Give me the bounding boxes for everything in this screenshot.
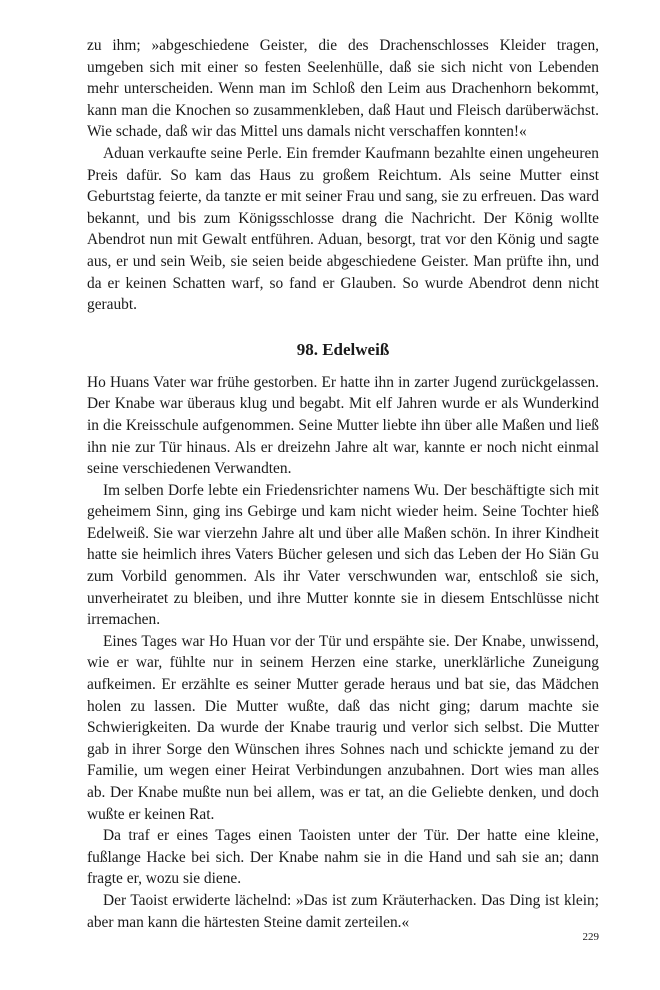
page-number: 229	[582, 931, 599, 943]
paragraph: Der Taoist erwiderte lächelnd: »Das ist zum Kräuterhacken. Das Ding ist klein; aber man kann die härtesten Steine damit zerteilen.«	[87, 891, 599, 931]
paragraph: Eines Tages war Ho Huan vor der Tür und erspähte sie. Der Knabe, unwissend, wie er war, fühlte nur in seinem Herzen eine starke, unerklärliche Zuneigung aufkeimen. Er erzählte es seiner Mutter gerade heraus und bat sie, das Mädchen holen zu lassen. Die Mutter wußte, daß das nicht ging; darum machte sie Schwierigkeiten. Da wurde der Knabe traurig und verlor sich selbst. Die Mutter gab in ihrer Sorge den Wünschen ihres Sohnes nach und schickte jemand zu der Familie, um wegen einer Heirat Verbindungen anzubahnen. Dort wies man alles ab. Der Knabe mußte nun bei allem, was er tat, an die Geliebte denken, und doch wußte er keinen Rat.	[87, 632, 599, 823]
paragraph: Ho Huans Vater war frühe gestorben. Er hatte ihn in zarter Jugend zurückgelassen. Der Knabe war überaus klug und begabt. Mit elf Jahren wurde er als Wunderkind in die Kreisschule aufgenommen. Seine Mutter liebte ihn über alle Maßen und ließ ihn nie zur Tür hinaus. Als er dreizehn Jahre alt war, kannte er noch nicht einmal seine verschiedenen Verwandten.	[87, 373, 599, 478]
paragraph: zu ihm; »abgeschiedene Geister, die des Drachenschlosses Kleider tragen, umgeben sich mit einer so festen Seelenhülle, daß sie sich nicht von Lebenden mehr unterscheiden. Wenn man im Schloß den Leim aus Drachenhorn bekommt, kann man die Knochen so zusammenkleben, daß Haut und Fleisch darüberwächst. Wie schade, daß wir das Mittel uns damals nicht verschaffen konnten!«	[87, 37, 599, 141]
paragraph: Im selben Dorfe lebte ein Friedensrichter namens Wu. Der beschäftigte sich mit geheimem Sinn, ging ins Gebirge und kam nicht wieder heim. Seine Tochter hieß Edelweiß. Sie war vierzehn Jahre alt und über alle Maßen schön. In ihrer Kindheit hatte sie heimlich ihres Vaters Bücher gelesen und sich das Leben der Ho Siän Gu zum Vorbild genommen. Als ihr Vater verschwunden war, entschloß sie sich, unverheiratet zu bleiben, und ihre Mutter konnte sie in diesem Entschlüsse nicht irremachen.	[87, 481, 599, 629]
paragraph: Da traf er eines Tages einen Taoisten unter der Tür. Der hatte eine kleine, fußlange Hacke bei sich. Der Knabe nahm sie in die Hand und sah sie an; dann fragte er, wozu sie diene.	[87, 827, 599, 888]
paragraph: Aduan verkaufte seine Perle. Ein fremder Kaufmann bezahlte einen ungeheuren Preis dafür. So kam das Haus zu großem Reichtum. Als seine Mutter einst Geburtstag feierte, da tanzte er mit seiner Frau und sang, sie zu erfreuen. Das ward bekannt, und bis zum Königsschlosse drang die Nachricht. Der König wollte Abendrot nun mit Gewalt entführen. Aduan, besorgt, trat vor den König und sagte aus, er und sein Weib, sie seien beide abgeschiedene Geister. Man prüfte ihn, und da er keinen Schatten warf, so fand er Glauben. So wurde Abendrot denn nicht geraubt.	[87, 144, 599, 314]
page-body	[87, 35, 599, 933]
section-heading: 98. Edelweiß	[296, 339, 390, 359]
